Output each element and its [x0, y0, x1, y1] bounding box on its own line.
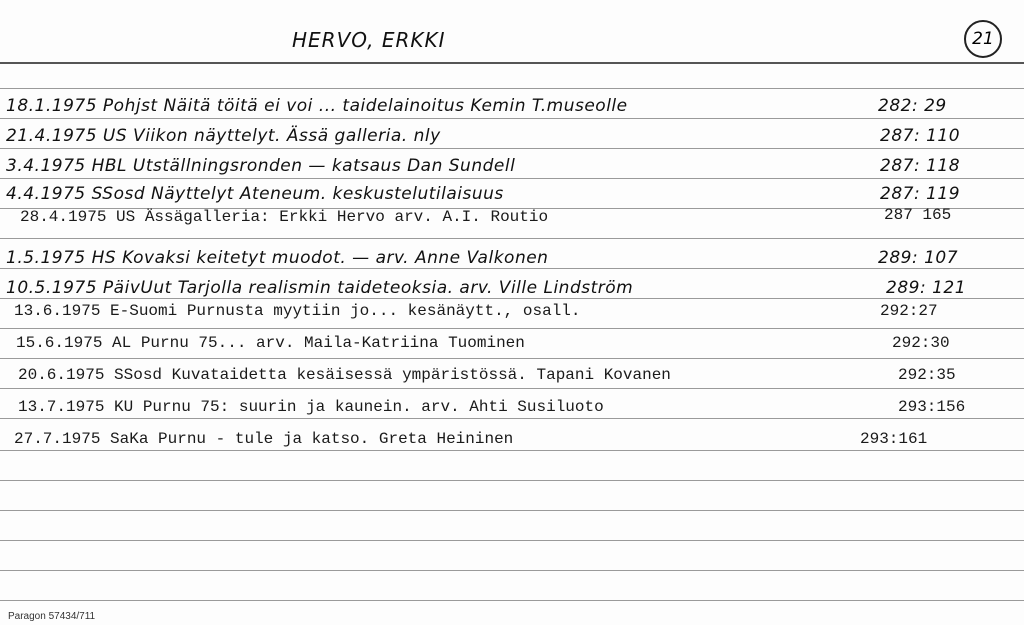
entry-text: 21.4.1975 US Viikon näyttelyt. Ässä galleria. nly	[6, 126, 441, 146]
ruled-line	[0, 570, 1024, 571]
entry-ref: 289: 121	[886, 278, 967, 298]
ruled-line	[0, 178, 1024, 179]
entry-text: 27.7.1975 SaKa Purnu - tule ja katso. Greta Heininen	[14, 430, 514, 448]
entry-text: 18.1.1975 Pohjst Näitä töitä ei voi ... taidelainoitus Kemin T.museolle	[6, 96, 628, 116]
ruled-line	[0, 88, 1024, 89]
entry-ref: 293:161	[860, 430, 928, 448]
entry-ref: 287: 119	[880, 184, 961, 204]
entry-ref: 282: 29	[878, 96, 947, 116]
entry-text: 28.4.1975 US Ässägalleria: Erkki Hervo arv. A.I. Routio	[20, 208, 549, 226]
entry-text: 20.6.1975 SSosd Kuvataidetta kesäisessä ympäristössä. Tapani Kovanen	[18, 366, 671, 384]
ruled-line	[0, 298, 1024, 299]
ruled-line	[0, 118, 1024, 119]
entry-ref: 293:156	[898, 398, 966, 416]
card-footer: Paragon 57434/711	[8, 611, 96, 622]
ruled-line	[0, 328, 1024, 329]
ruled-line	[0, 268, 1024, 269]
entry-ref: 292:30	[892, 334, 950, 352]
ruled-line	[0, 148, 1024, 149]
entry-ref: 292:27	[880, 302, 938, 320]
card-number-circle: 21	[964, 20, 1002, 58]
entry-text: 1.5.1975 HS Kovaksi keitetyt muodot. — arv. Anne Valkonen	[6, 248, 549, 268]
ruled-line	[0, 540, 1024, 541]
entry-ref: 292:35	[898, 366, 956, 384]
ruled-line	[0, 238, 1024, 239]
entry-text: 3.4.1975 HBL Utställningsronden — katsaus Dan Sundell	[6, 156, 516, 176]
ruled-line	[0, 388, 1024, 389]
card-heading: HERVO, ERKKI	[292, 28, 446, 52]
entry-ref: 289: 107	[878, 248, 959, 268]
entry-text: 15.6.1975 AL Purnu 75... arv. Maila-Katriina Tuominen	[16, 334, 525, 352]
entry-text: 13.7.1975 KU Purnu 75: suurin ja kaunein. arv. Ahti Susiluoto	[18, 398, 604, 416]
entry-ref: 287: 110	[880, 126, 961, 146]
ruled-line	[0, 418, 1024, 419]
ruled-line	[0, 450, 1024, 451]
entry-ref: 287 165	[884, 206, 952, 224]
ruled-line	[0, 480, 1024, 481]
entry-ref: 287: 118	[880, 156, 961, 176]
ruled-line	[0, 600, 1024, 601]
entry-text: 13.6.1975 E-Suomi Purnusta myytiin jo... kesänäytt., osall.	[14, 302, 581, 320]
ruled-line	[0, 358, 1024, 359]
entry-text: 10.5.1975 PäivUut Tarjolla realismin taideteoksia. arv. Ville Lindström	[6, 278, 634, 298]
header-rule	[0, 62, 1024, 64]
ruled-line	[0, 510, 1024, 511]
entry-text: 4.4.1975 SSosd Näyttelyt Ateneum. keskustelutilaisuus	[6, 184, 504, 204]
